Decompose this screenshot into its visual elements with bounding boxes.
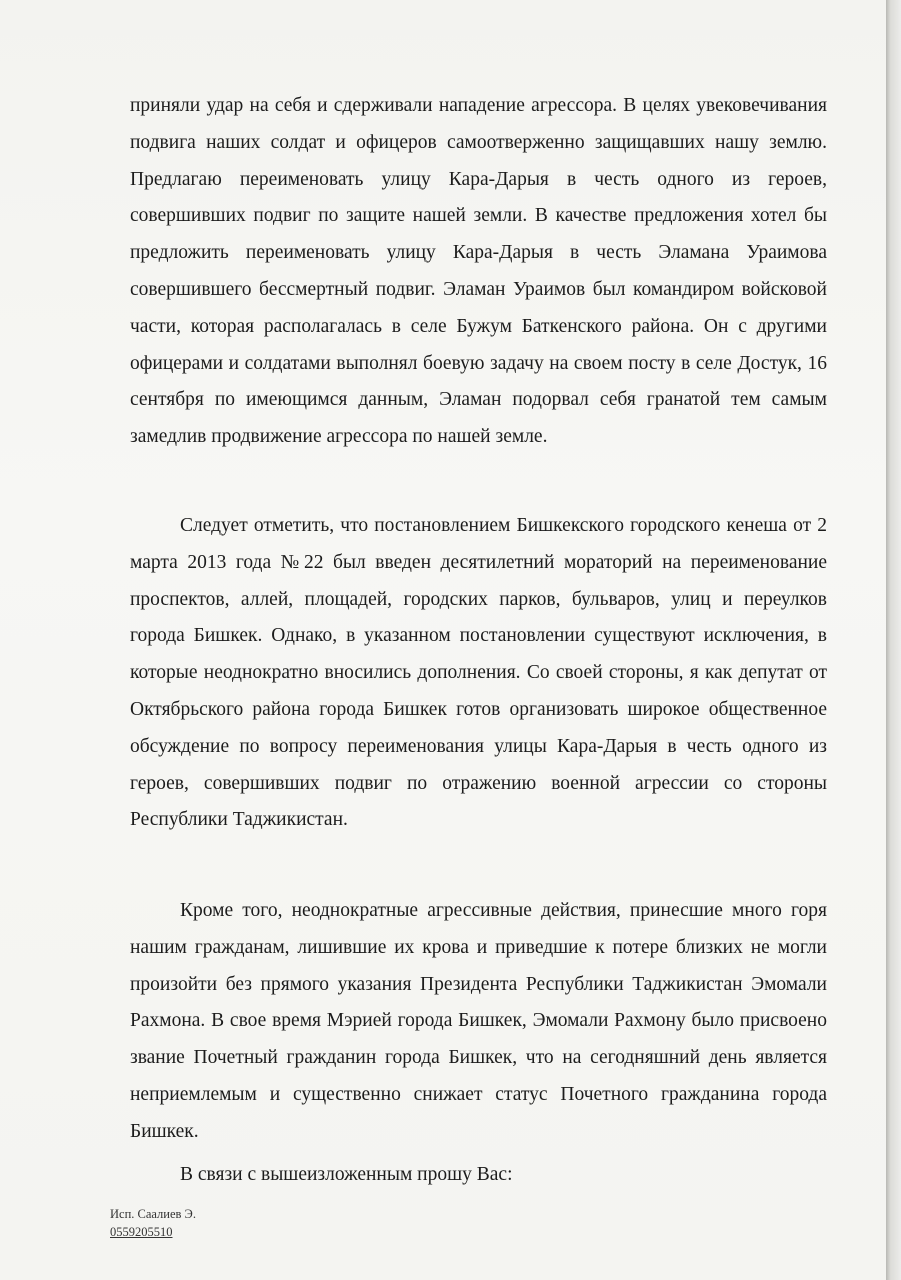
page-edge-shadow [886, 0, 901, 1280]
executor-name: Исп. Саалиев Э. [110, 1207, 196, 1221]
executor-footer [110, 1205, 196, 1241]
paragraph-honorary-citizen: Кроме того, неоднократные агрессивные действия, принесшие много горя нашим гражданам, лишившие их крова и приведшие к потере близких не могли произойти без прямого указания Президента Республики Таджикистан Эмомали Рахмона. В свое время Мэрией города Бишкек, Эмомали Рахмону было присвоено звание Почетный гражданин города Бишкек, что на сегодняшний день является неприемлемым и существенно снижает статус Почетного гражданина города Бишкек. [130, 900, 827, 1142]
paragraph-moratorium: Следует отметить, что постановлением Бишкекского городского кенеша от 2 марта 2013 года №22 был введен десятилетний мораторий на переименование проспектов, аллей, площадей, городских парков, бульваров, улиц и переулков города Бишкек. Однако, в указанном постановлении существуют исключения, в которые неоднократно вносились дополнения. Со своей стороны, я как депутат от Октябрьского района города Бишкек готов организовать широкое общественное обсуждение по вопросу переименования улицы Кара-Дарыя в честь одного из героев, совершивших подвиг по отражению военной агрессии со стороны Республики Таджикистан. [130, 515, 827, 831]
executor-phone: 0559205510 [110, 1225, 173, 1239]
paragraph-memorial-proposal: приняли удар на себя и сдерживали нападение агрессора. В целях увековечивания подвига наших солдат и офицеров самоотверженно защищавших нашу землю. Предлагаю переименовать улицу Кара-Дарыя в честь одного из героев, совершивших подвиг по защите нашей земли. В качестве предложения хотел бы предложить переименовать улицу Кара-Дарыя в честь Эламана Ураимова совершившего бессмертный подвиг. Эламан Ураимов был командиром войсковой части, которая располагалась в селе Бужум Баткенского района. Он с другими офицерами и солдатами выполнял боевую задачу на своем посту в селе Достук, 16 сентября по имеющимся данным, Эламан подорвал себя гранатой тем самым замедлив продвижение агрессора по нашей земле. [130, 95, 827, 448]
paragraph-request: В связи с вышеизложенным прошу Вас: [180, 1164, 513, 1185]
